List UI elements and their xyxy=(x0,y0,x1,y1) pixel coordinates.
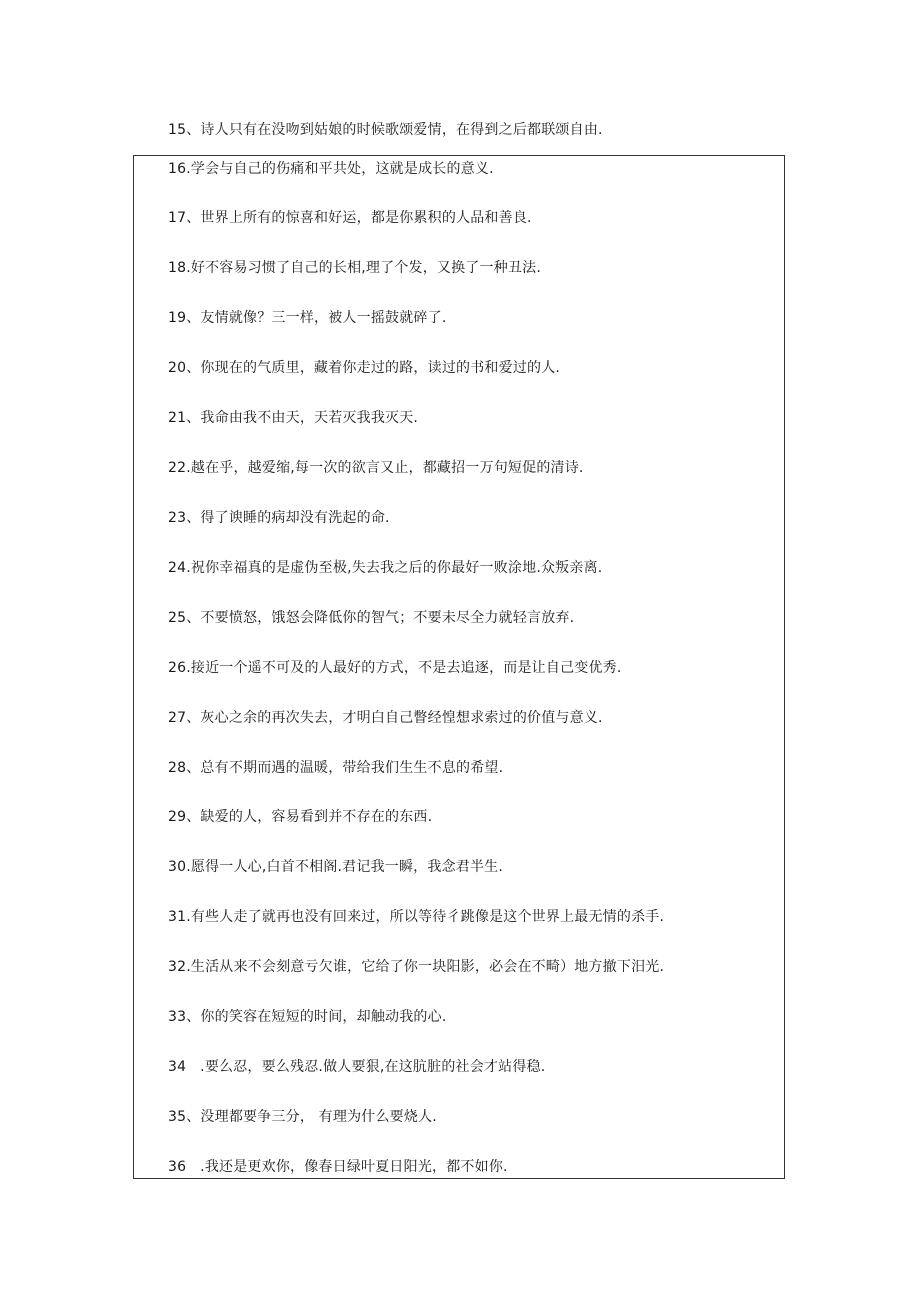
list-item: 16.学会与自己的伤痛和平共处，这就是成长的意义. xyxy=(168,161,494,177)
list-item: 21、我命由我不由天，天若灭我我灭天. xyxy=(168,410,419,426)
list-item: 35、没理都要争三分， 有理为什么要烧人. xyxy=(168,1109,437,1125)
list-item: 27、灰心之余的再次失去，才明白自己瞥经惶想求索过的价值与意义. xyxy=(168,710,603,726)
list-item: 28、总有不期而遇的温暖，带给我们生生不息的希望. xyxy=(168,760,504,776)
list-item: 29、缺爱的人，容易看到并不存在的东西. xyxy=(168,809,433,825)
list-item: 31.有些人走了就再也没有回来过，所以等待彳跳像是这个世界上最无情的杀手. xyxy=(168,909,665,925)
list-item: 30.愿得一人心,白首不相阁.君记我一瞬，我念君半生. xyxy=(168,859,504,875)
list-item: 32.生活从来不会刻意亏欠谁，它给了你一块阳影，必会在不畸）地方撤下汨光. xyxy=(168,959,665,975)
list-item: 25、不要愤怒，饿怒会降低你的智气；不要未尽全力就轻言放弃. xyxy=(168,610,575,626)
header-line: 15、诗人只有在没吻到姑娘的时候歌颂爱情，在得到之后都联颂自由. xyxy=(168,122,603,138)
list-item: 22.越在乎，越爱缩,每一次的欲言又止，都藏招一万句短促的清诗. xyxy=(168,460,584,476)
list-item: 20、你现在的气质里，藏着你走过的路，读过的书和爱过的人. xyxy=(168,360,561,376)
list-item: 33、你的笑容在短短的时间，却触动我的心. xyxy=(168,1009,447,1025)
list-item: 19、友情就像？三一样，被人一摇鼓就碎了. xyxy=(168,310,447,326)
list-item: 34 .要么忍，要么残忍.做人要狠,在这肮脏的社会才站得稳. xyxy=(168,1059,546,1075)
list-item: 36 .我还是更欢你，像春日绿叶夏日阳光，都不如你. xyxy=(168,1159,508,1175)
list-item: 17、世界上所有的惊喜和好运，都是你累积的人品和善良. xyxy=(168,210,532,226)
list-item: 18.好不容易习惯了自己的长相,理了个发，又换了一种丑法. xyxy=(168,260,541,276)
list-item: 23、得了谀睡的病却没有洗起的命. xyxy=(168,510,390,526)
list-item: 26.接近一个遥不可及的人最好的方式，不是去追逐，而是让自己变优秀. xyxy=(168,660,622,676)
list-item: 24.祝你幸福真的是虚伪至极,失去我之后的你最好一败涂地.众叛亲离. xyxy=(168,560,603,576)
